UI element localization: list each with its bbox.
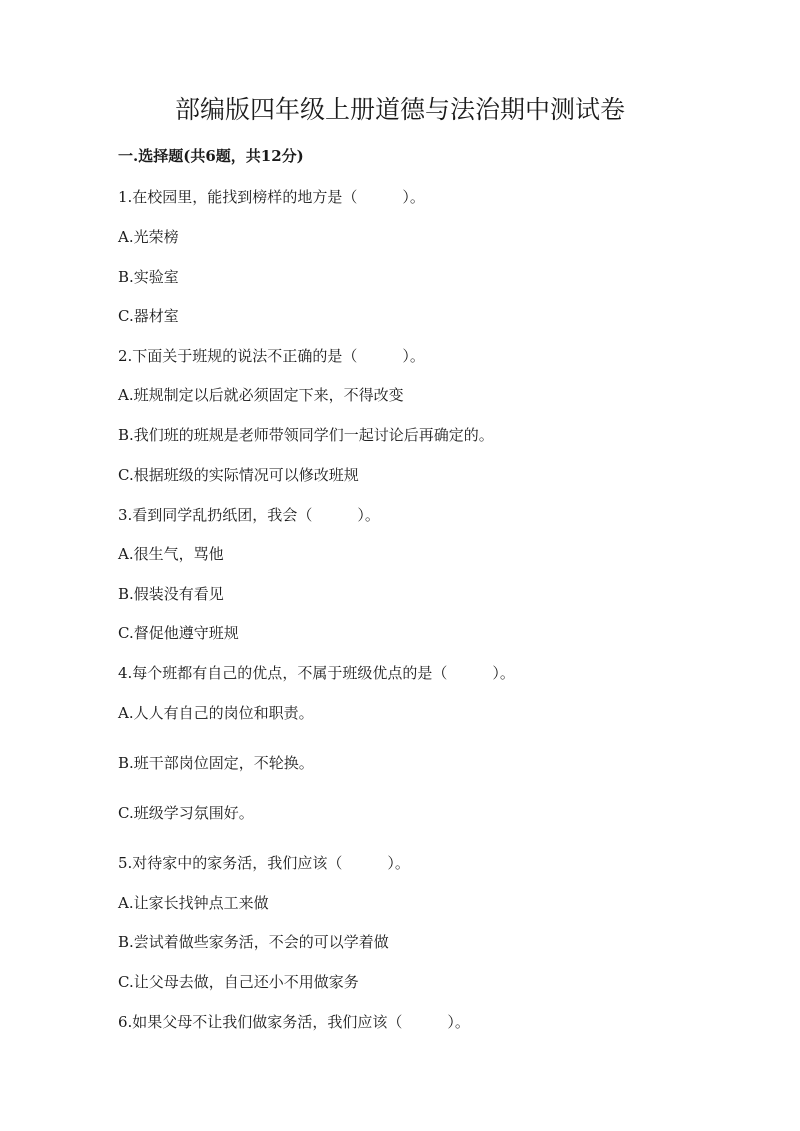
question-4-option-a: A.人人有自己的岗位和职责。	[118, 704, 314, 722]
question-1-option-a: A.光荣榜	[118, 228, 179, 246]
question-2-option-c: C.根据班级的实际情况可以修改班规	[118, 466, 359, 484]
question-5-stem: 5.对待家中的家务活，我们应该（ ）。	[118, 854, 410, 872]
question-3-option-a: A.很生气，骂他	[118, 545, 224, 563]
question-5-option-c: C.让父母去做，自己还小不用做家务	[118, 973, 359, 991]
question-4-stem: 4.每个班都有自己的优点，不属于班级优点的是（ ）。	[118, 664, 515, 682]
section-heading: 一.选择题(共6题，共12分)	[118, 147, 304, 165]
question-1-stem: 1.在校园里，能找到榜样的地方是（ ）。	[118, 188, 425, 206]
document-title: 部编版四年级上册道德与法治期中测试卷	[174, 95, 625, 124]
question-5-option-a: A.让家长找钟点工来做	[118, 894, 269, 912]
question-3-option-c: C.督促他遵守班规	[118, 624, 239, 642]
question-6-stem: 6.如果父母不让我们做家务活，我们应该（ ）。	[118, 1013, 470, 1031]
question-2-option-b: B.我们班的班规是老师带领同学们一起讨论后再确定的。	[118, 426, 494, 444]
question-5-option-b: B.尝试着做些家务活，不会的可以学着做	[118, 933, 389, 951]
question-3-stem: 3.看到同学乱扔纸团，我会（ ）。	[118, 506, 380, 524]
question-1-option-c: C.器材室	[118, 307, 179, 325]
question-4-option-b: B.班干部岗位固定，不轮换。	[118, 754, 314, 772]
question-2-option-a: A.班规制定以后就必须固定下来，不得改变	[118, 386, 404, 404]
question-1-option-b: B.实验室	[118, 268, 179, 286]
question-4-option-c: C.班级学习氛围好。	[118, 804, 254, 822]
question-2-stem: 2.下面关于班规的说法不正确的是（ ）。	[118, 347, 425, 365]
question-3-option-b: B.假装没有看见	[118, 585, 224, 603]
